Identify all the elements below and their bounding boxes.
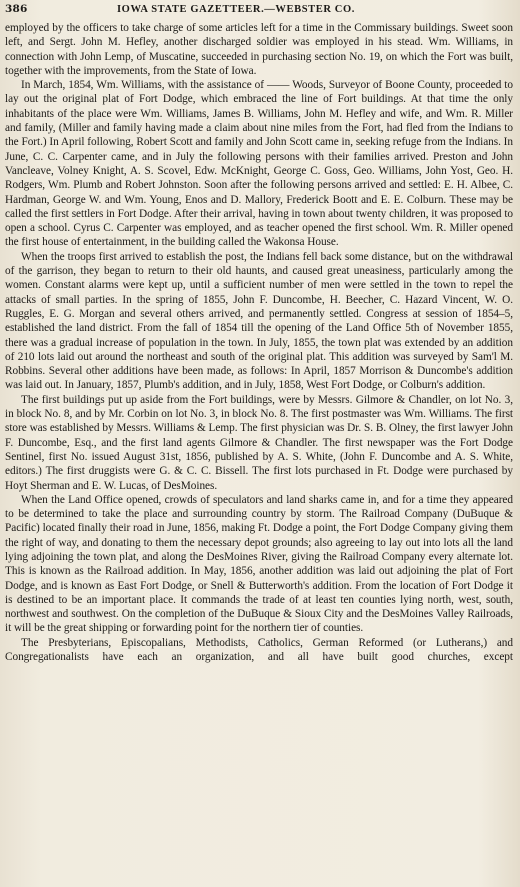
running-head: IOWA STATE GAZETTEER.—WEBSTER CO.: [117, 4, 355, 15]
paragraph-land-office: When the Land Office opened, crowds of speculators and land sharks came in, and for a time they appeared to be determined to take the place and surrounding country by storm. The Railroad Company (DuBuque & Pacific) located finally their road in June, 1856, making Ft. Dodge a point, the Fort Dodge Company giving them the right of way, and donating to them the necessary depot grounds; also agreeing to lay out into lots all the land lying adjoining the town plat, and along the DesMoines River, giving the Railroad Company every alternate lot. This is known as the Railroad addition. In May, 1856, another addition was laid out adjoining the plat of Fort Dodge, and is known as East Fort Dodge, or Snell & Butterworth's addition. From the location of Fort Dodge it is destined to be an important place. It commands the trade of at least ten counties lying north, west, south, northwest and southwest. On the completion of the DuBuque & Sioux City and the DesMoines Valley Railroads, it will be the great shipping or forwarding point for the northern tier of counties.: [5, 493, 513, 635]
page-header: [5, 3, 513, 19]
paragraph-commissary: employed by the officers to take charge of some articles left for a time in the Commissary buildings. Sweet soon left, and Sergt. John M. Hefley, another discharged soldier was employed in his stead. Wm. Williams, in connection with John Lemp, of Muscatine, succeeded in purchasing section No. 19, on which the Fort was built, together with the improvements, from the State of Iowa.: [5, 22, 513, 77]
paragraph-churches: The Presbyterians, Episcopalians, Methodists, Catholics, German Reformed (or Lutherans,) and Congregationalists have each an organization, and all have built good churches, except: [5, 636, 513, 664]
paragraph-indians-and-additions: When the troops first arrived to establish the post, the Indians fell back some distance, but on the withdrawal of the garrison, they began to return to their old haunts, and caused great uneasiness, particularly among the women. Constant alarms were kept up, until a sufficient number of men were settled in the town to repel the attacks of small parties. In the spring of 1855, John F. Duncombe, H. Beecher, C. Hazard Vincent, W. O. Ruggles, E. G. Morgan and several others arrived, and permanently settled. Congress at session of 1854–5, established the land district. From the fall of 1854 till the opening of the Land Office 5th of November 1855, there was a gradual increase of population in the town. In July, 1855, the town plat was extended by an addition of 210 lots laid out around the northeast and south of the original plat. This addition was surveyed by Sam'l M. Robbins. Several other additions have been made, as follows: In April, 1857 Morrison & Duncombe's addition was laid out. In January, 1857, Plumb's addition, and in July, 1858, West Fort Dodge, or Colburn's addition.: [5, 250, 513, 392]
article-body: [5, 21, 513, 664]
paragraph-first-buildings: The first buildings put up aside from the Fort buildings, were by Messrs. Gilmore & Chandler, on lot No. 3, in block No. 8, and by Mr. Corbin on lot No. 3, in block No. 8. The first postmaster was Wm. Williams. The first store was established by Messrs. Williams & Lemp. The first physician was Dr. S. B. Olney, the first lawyer John F. Duncombe, Esq., and the first land agents Gilmore & Chandler. The first newspaper was the Fort Dodge Sentinel, first No. issued August 31st, 1856, published by A. S. White, (John F. Duncombe and A. S. White, editors.) The first druggists were G. & C. C. Bissell. The first lots purchased in Ft. Dodge were purchased by Hoyt Sherman and E. W. Lucas, of DesMoines.: [5, 393, 513, 492]
paragraph-first-settlers: In March, 1854, Wm. Williams, with the assistance of —— Woods, Surveyor of Boone County, proceeded to lay out the original plat of Fort Dodge, which embraced the line of Fort buildings. At that time the only inhabitants of the place were Wm. Williams, James B. Williams, John M. Hefley and wife, and Wm. R. Miller and family, (Miller and family having made a claim about nine miles from the Fort, had fled from the Indians to the Fort.) In April following, Robert Scott and family and John Scott came in, seeking refuge from the Indians. In June, C. C. Carpenter came, and in July the following persons with their families arrived. Preston and John Vancleave, Volney Knight, A. S. Scovel, Edw. McKnight, George C. Goss, Geo. Williams, John Yost, Geo. H. Rodgers, Wm. Plumb and Robert Johnston. Soon after the following persons arrived and settled: E. H. Albee, C. Hardman, George W. and Wm. Young, Enos and D. Mallory, Frederick Boott and E. E. Colburn. These may be called the first settlers in Fort Dodge. After their arrival, having in town about twenty children, it was proposed to open a school. Cyrus C. Carpenter was employed, and as teacher opened the first school. Wm. R. Miller opened the first house of entertainment, in the building called the Wakonsa House.: [5, 79, 513, 249]
page-number: 386: [5, 3, 28, 15]
